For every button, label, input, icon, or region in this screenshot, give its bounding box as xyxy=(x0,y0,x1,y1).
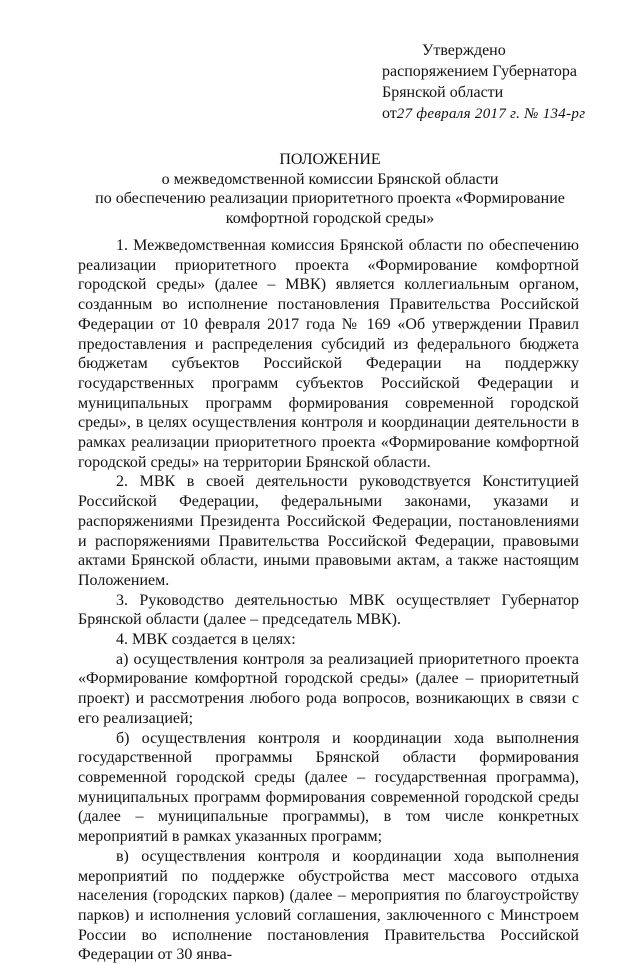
document-body xyxy=(78,236,579,965)
paragraph-4c: в) осуществления контроля и координации хода выполнения мероприятий по поддержке обустройства мест массового отдыха населения (городских парков) (далее – мероприятия по благоустройству парков) и исполнения условий соглашения, заключенного с Минстроем России во исполнение постановления Правительства Российской Федерации от 30 янва- xyxy=(78,847,579,964)
approval-line-order: распоряжением Губернатора xyxy=(382,63,578,80)
title-heading: ПОЛОЖЕНИЕ xyxy=(279,151,381,168)
approval-date-number: 27 февраля 2017 г. № 134-рг xyxy=(396,106,586,122)
paragraph-4: 4. МВК создается в целях: xyxy=(116,631,296,649)
paragraph-3: 3. Руководство деятельностью МВК осуществляет Губернатор Брянской области (далее – председатель МВК). xyxy=(78,591,579,629)
approval-stamp xyxy=(382,41,622,125)
paragraph-2: 2. МВК в своей деятельности руководствуется Конституцией Российской Федерации, федеральными законами, указами и распоряжениями Президента Российской Федерации, постановлениями и распоряжениями Правительства Российской Федерации, правовыми актами Брянской области, иными правовыми актам, а также настоящим Положением. xyxy=(78,473,579,589)
title-line-3: по обеспечению реализации приоритетного проекта «Формирование xyxy=(95,190,565,207)
paragraph-4a: а) осуществления контроля за реализацией приоритетного проекта «Формирование комфортной городской среды» (далее – приоритетный проект) и рассмотрения любого рода вопросов, возникающих в связи с его реализацией; xyxy=(78,650,579,727)
title-line-2: о межведомственной комиссии Брянской области xyxy=(161,170,499,188)
approval-line-approved: Утверждено xyxy=(422,42,506,59)
approval-line-region: Брянской области xyxy=(382,84,504,101)
paragraph-4b: б) осуществления контроля и координации хода выполнения государственной программы Брянской области формирования современной городской среды (далее – государственная программа), муниципальных программ формирования современной городской среды (далее – муниципальные программы), в том числе конкретных мероприятий в рамках указанных программ; xyxy=(78,729,579,846)
approval-line-date xyxy=(382,104,622,125)
document-title xyxy=(60,150,600,228)
approval-date-prefix: от xyxy=(382,105,397,122)
title-line-4: комфортной городской среды» xyxy=(225,209,435,227)
paragraph-1: 1. Межведомственная комиссия Брянской области по обеспечению реализации приоритетного проекта «Формирование комфортной городской среды» (далее – МВК) является коллегиальным органом, созданным во исполнение постановления Правительства Российской Федерации от 10 февраля 2017 года № 169 «Об утверждении Правил предоставления и распределения субсидий из федерального бюджета бюджетам субъектов Российской Федерации на поддержку государственных программ субъектов Российской Федерации и муниципальных программ формирования современной городской среды», в целях осуществления контроля и координации деятельности в рамках реализации приоритетного проекта «Формирование комфортной городской среды» на территории Брянской области. xyxy=(78,237,579,471)
